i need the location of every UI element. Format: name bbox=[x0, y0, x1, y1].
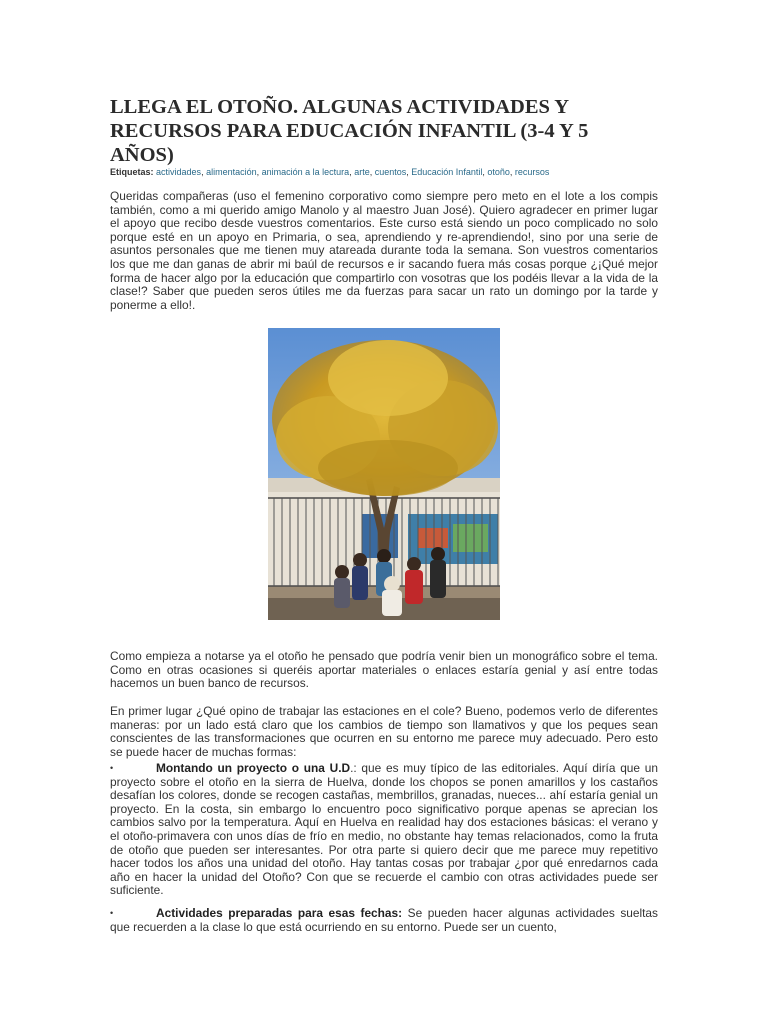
list-item-activities bbox=[110, 907, 658, 934]
autumn-tree-photo bbox=[268, 328, 500, 620]
tag-link-actividades[interactable]: actividades bbox=[156, 167, 202, 177]
list-item-heading: Actividades preparadas para esas fechas: bbox=[156, 906, 403, 920]
bullet-marker: • bbox=[110, 763, 114, 773]
tag-link-alimentacion[interactable]: alimentación bbox=[206, 167, 257, 177]
tag-link-otono[interactable]: otoño bbox=[487, 167, 510, 177]
list-item-text: .: que es muy típico de las editoriales. Aquí diría que un proyecto sobre el otoño en la sierra de Huelva, donde los chopos se ponen amarillos y los castaños desafían los colores, donde se recogen castañas, membrillos, granadas, nueces... ahí estaría genial un proyecto. En la costa, sin embargo lo encuentro poco significativo porque apenas se aprecian los cambios salvo por la temperatura. Aquí en Huelva en realidad hay dos estaciones básicas: el verano y el otoño-primavera con unos días de frío en medio, no obstante hay temas relacionados, como la fruta de otoño que pueden ser interesantes. Por otra parte si quiero decir que me parece muy repetitivo hacer todos los años una unidad del otoño. Hay tantas cosas por trabajar ¿por qué enredarnos cada año en hacer la unidad del Otoño? Con que se recuerde el cambio con otras actividades puede ser suficiente. bbox=[110, 761, 658, 898]
tags-label: Etiquetas: bbox=[110, 167, 154, 177]
monographic-paragraph: Como empieza a notarse ya el otoño he pensado que podría venir bien un monográfico sobre el tema. Como en otras ocasiones si queréis aportar materiales o enlaces estaría genial y así entre todas hacemos un buen banco de recursos. bbox=[110, 649, 658, 691]
tag-link-cuentos[interactable]: cuentos bbox=[374, 167, 407, 177]
post-title: LLEGA EL OTOÑO. ALGUNAS ACTIVIDADES Y RECURSOS PARA EDUCACIÓN INFANTIL (3-4 Y 5 AÑOS) bbox=[110, 96, 589, 166]
list-item-text: Se pueden hacer algunas actividades sueltas que recuerden a la clase lo que está ocurriendo en su entorno. Puede ser un cuento, bbox=[110, 906, 658, 934]
tag-link-educacion-infantil[interactable]: Educación Infantil bbox=[411, 167, 483, 177]
seasons-paragraph: En primer lugar ¿Qué opino de trabajar las estaciones en el cole? Bueno, podemos verlo de diferentes maneras: por un lado está claro que los cambios de tiempo son llamativos y que los peques sean conscientes de las transformaciones que ocurren en su entorno me parece muy adecuado. Pero esto se puede hacer de muchas formas: bbox=[110, 704, 658, 759]
bullet-marker: • bbox=[110, 908, 114, 918]
intro-paragraph: Queridas compañeras (uso el femenino corporativo como siempre pero meto en el lote a los compis también, como a mi querido amigo Manolo y al maestro Juan José). Quiero agradecer en primer lugar el apoyo que recibo desde vuestros comentarios. Este curso está siendo un poco complicado no solo porque esté en un apoyo en Primaria, o sea, aprendiendo y re-aprendiendo!, sino por una serie de asuntos personales que me tienen muy atareada durante toda la semana. Son vuestros comentarios los que me dan ganas de abrir mi baúl de recursos e ir sacando fuera más cosas porque ¿¡Qué mejor forma de hacer algo por la educación que compartirlo con vosotras que los podéis llevar a la vida de la clase!? Saber que pueden seros útiles me da fuerzas para sacar un rato un domingo por la tarde y ponerme a ello!. bbox=[110, 189, 658, 312]
tag-link-arte[interactable]: arte bbox=[354, 167, 370, 177]
post-tags: Etiquetas: actividades, alimentación, animación a la lectura, arte, cuentos, Educación Infantil, otoño, recursos bbox=[110, 167, 550, 177]
tag-link-recursos[interactable]: recursos bbox=[514, 167, 550, 177]
list-item-heading: Montando un proyecto o una U.D bbox=[156, 761, 351, 775]
list-item-project bbox=[110, 762, 658, 898]
tag-link-animacion-lectura[interactable]: animación a la lectura bbox=[261, 167, 350, 177]
